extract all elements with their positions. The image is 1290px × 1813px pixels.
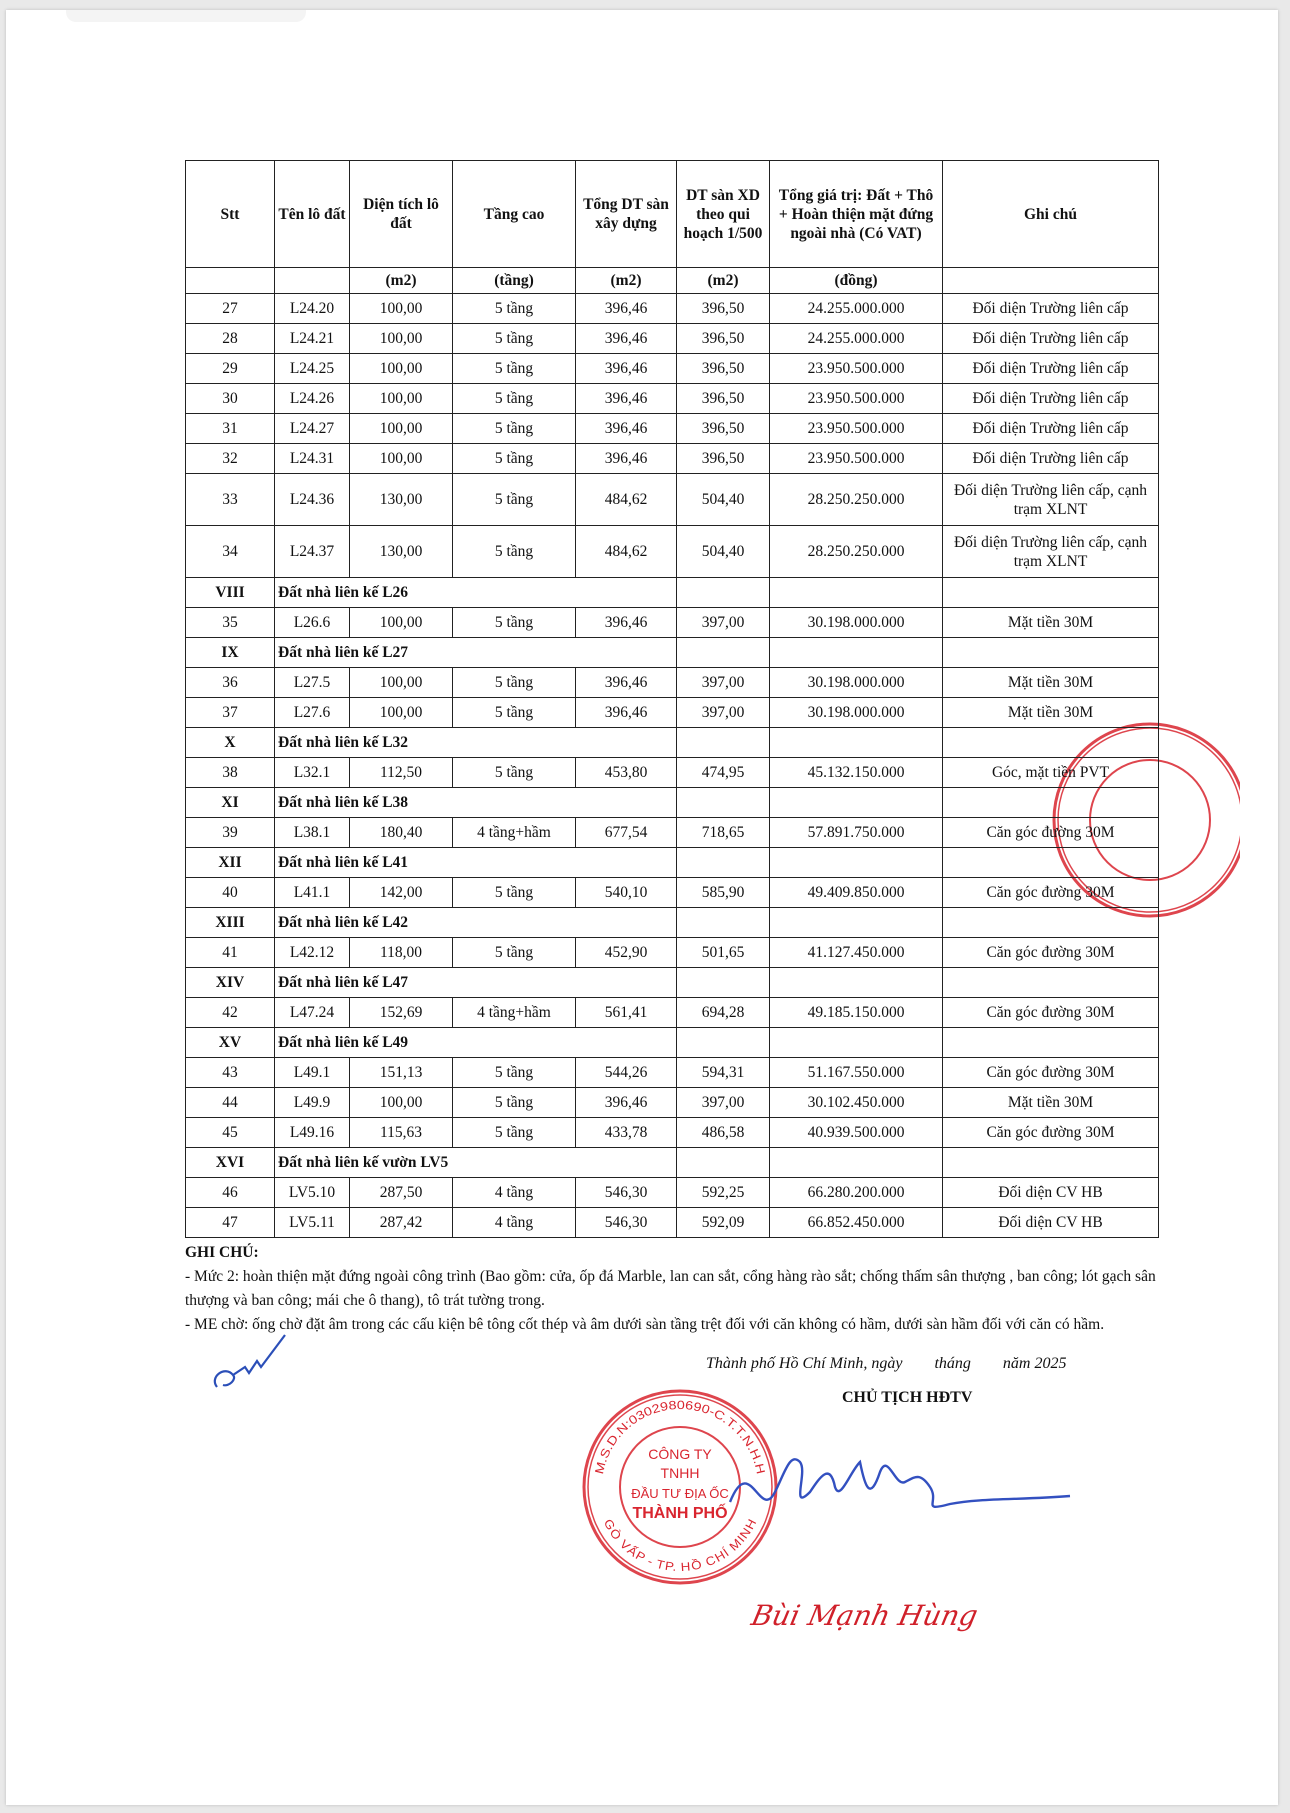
empty-cell (576, 788, 677, 818)
table-cell: 36 (186, 668, 275, 698)
table-cell: 39 (186, 818, 275, 848)
column-header: DT sàn XD theo qui hoạch 1/500 (677, 161, 770, 268)
table-cell: 287,50 (350, 1178, 453, 1208)
table-cell: 396,50 (677, 324, 770, 354)
table-cell: 30.198.000.000 (770, 668, 943, 698)
section-number: X (186, 728, 275, 758)
handwritten-signature (720, 1432, 1080, 1552)
table-row (186, 294, 1159, 324)
empty-cell (576, 908, 677, 938)
unit-cell: (m2) (350, 268, 453, 294)
table-cell: 51.167.550.000 (770, 1058, 943, 1088)
table-cell: 100,00 (350, 414, 453, 444)
table-cell: 546,30 (576, 1208, 677, 1238)
stamp-ring-text: GÒ VẤP - TP. HỒ CHÍ MINH (600, 1516, 759, 1575)
section-title: Đất nhà liên kế L38 (275, 788, 576, 818)
stamp-center-text: CÔNG TY (648, 1446, 712, 1462)
empty-cell (943, 788, 1159, 818)
empty-cell (770, 788, 943, 818)
table-cell: 57.891.750.000 (770, 818, 943, 848)
table-cell: 29 (186, 354, 275, 384)
empty-cell (770, 638, 943, 668)
table-cell: 118,00 (350, 938, 453, 968)
column-header: Stt (186, 161, 275, 268)
table-cell: 100,00 (350, 608, 453, 638)
table-cell: 5 tầng (453, 878, 576, 908)
table-cell: 592,25 (677, 1178, 770, 1208)
empty-cell (677, 578, 770, 608)
table-cell: 5 tầng (453, 384, 576, 414)
empty-cell (770, 848, 943, 878)
table-cell: 100,00 (350, 698, 453, 728)
table-cell: 5 tầng (453, 1088, 576, 1118)
table-cell: 180,40 (350, 818, 453, 848)
table-cell: Đối diện Trường liên cấp (943, 414, 1159, 444)
section-row (186, 968, 1159, 998)
empty-cell (943, 968, 1159, 998)
table-cell: 100,00 (350, 324, 453, 354)
table-cell: 5 tầng (453, 1058, 576, 1088)
table-cell: 40.939.500.000 (770, 1118, 943, 1148)
table-cell: L26.6 (275, 608, 350, 638)
table-cell: Căn góc đường 30M (943, 998, 1159, 1028)
table-cell: 540,10 (576, 878, 677, 908)
empty-cell (576, 1028, 677, 1058)
table-cell: 42 (186, 998, 275, 1028)
table-cell: 5 tầng (453, 444, 576, 474)
table-cell: 24.255.000.000 (770, 294, 943, 324)
table-row (186, 354, 1159, 384)
empty-cell (677, 1148, 770, 1178)
table-cell: 397,00 (677, 698, 770, 728)
table-cell: Đối diện Trường liên cấp, cạnh trạm XLNT (943, 474, 1159, 526)
table-cell: 47 (186, 1208, 275, 1238)
table-cell: 23.950.500.000 (770, 384, 943, 414)
table-cell: 544,26 (576, 1058, 677, 1088)
section-row (186, 848, 1159, 878)
table-cell: L49.16 (275, 1118, 350, 1148)
section-row (186, 578, 1159, 608)
table-cell: L27.6 (275, 698, 350, 728)
table-header-row (186, 161, 1159, 268)
table-row (186, 474, 1159, 526)
empty-cell (943, 578, 1159, 608)
empty-cell (943, 908, 1159, 938)
empty-cell (677, 638, 770, 668)
table-cell: 41.127.450.000 (770, 938, 943, 968)
table-cell: 484,62 (576, 474, 677, 526)
table-cell: 474,95 (677, 758, 770, 788)
date-line: Thành phố Hồ Chí Minh, ngày tháng năm 2025 (706, 1355, 1067, 1372)
unit-cell: (tầng) (453, 268, 576, 294)
section-title: Đất nhà liên kế L47 (275, 968, 576, 998)
section-number: XV (186, 1028, 275, 1058)
section-title: Đất nhà liên kế vườn LV5 (275, 1148, 576, 1178)
table-cell: Mặt tiền 30M (943, 668, 1159, 698)
table-cell: 27 (186, 294, 275, 324)
table-cell: 5 tầng (453, 354, 576, 384)
table-cell: 396,46 (576, 294, 677, 324)
table-cell: 486,58 (677, 1118, 770, 1148)
column-header: Ghi chú (943, 161, 1159, 268)
table-cell: L24.36 (275, 474, 350, 526)
table-cell: 31 (186, 414, 275, 444)
table-cell: Mặt tiền 30M (943, 1088, 1159, 1118)
empty-cell (943, 1028, 1159, 1058)
table-cell: 592,09 (677, 1208, 770, 1238)
section-number: XIII (186, 908, 275, 938)
table-row (186, 1118, 1159, 1148)
table-cell: L42.12 (275, 938, 350, 968)
empty-cell (677, 848, 770, 878)
table-cell: 44 (186, 1088, 275, 1118)
empty-cell (943, 848, 1159, 878)
signatory-title: CHỦ TỊCH HĐTV (842, 1389, 973, 1406)
table-cell: LV5.10 (275, 1178, 350, 1208)
table-cell: 115,63 (350, 1118, 453, 1148)
table-cell: 396,46 (576, 414, 677, 444)
table-cell: L24.20 (275, 294, 350, 324)
section-title: Đất nhà liên kế L41 (275, 848, 576, 878)
table-cell: 46 (186, 1178, 275, 1208)
table-cell: Mặt tiền 30M (943, 608, 1159, 638)
table-cell: 30.198.000.000 (770, 698, 943, 728)
table-cell: 718,65 (677, 818, 770, 848)
table-cell: 130,00 (350, 526, 453, 578)
table-cell: L38.1 (275, 818, 350, 848)
table-row (186, 998, 1159, 1028)
table-cell: 585,90 (677, 878, 770, 908)
section-number: XII (186, 848, 275, 878)
table-cell: 396,50 (677, 384, 770, 414)
table-row (186, 1208, 1159, 1238)
table-cell: 33 (186, 474, 275, 526)
table-cell: Đối diện Trường liên cấp (943, 294, 1159, 324)
table-cell: 396,50 (677, 414, 770, 444)
unit-cell (275, 268, 350, 294)
table-row (186, 414, 1159, 444)
table-cell: 396,46 (576, 384, 677, 414)
table-cell: Căn góc đường 30M (943, 1118, 1159, 1148)
table-cell: 24.255.000.000 (770, 324, 943, 354)
table-cell: 396,46 (576, 608, 677, 638)
table-cell: Căn góc đường 30M (943, 938, 1159, 968)
stamp-center-text: THÀNH PHỐ (632, 1505, 728, 1522)
table-cell: 287,42 (350, 1208, 453, 1238)
empty-cell (770, 578, 943, 608)
table-cell: 396,50 (677, 444, 770, 474)
table-cell: Căn góc đường 30M (943, 878, 1159, 908)
table-cell: 452,90 (576, 938, 677, 968)
table-cell: L24.31 (275, 444, 350, 474)
table-cell: 100,00 (350, 354, 453, 384)
document-body (185, 160, 1160, 1667)
table-cell: L49.9 (275, 1088, 350, 1118)
unit-cell: (m2) (576, 268, 677, 294)
table-cell: 151,13 (350, 1058, 453, 1088)
table-cell: 5 tầng (453, 324, 576, 354)
table-cell: L27.5 (275, 668, 350, 698)
section-title: Đất nhà liên kế L49 (275, 1028, 576, 1058)
table-cell: LV5.11 (275, 1208, 350, 1238)
table-cell: Đối diện Trường liên cấp (943, 384, 1159, 414)
column-header: Tên lô đất (275, 161, 350, 268)
stamp-center-text: TNHH (660, 1465, 700, 1481)
table-cell: 28 (186, 324, 275, 354)
table-cell: Căn góc đường 30M (943, 818, 1159, 848)
table-row (186, 1088, 1159, 1118)
table-cell: 396,46 (576, 444, 677, 474)
table-cell: 396,50 (677, 354, 770, 384)
empty-cell (770, 908, 943, 938)
table-cell: 433,78 (576, 1118, 677, 1148)
table-row (186, 526, 1159, 578)
table-cell: 396,46 (576, 1088, 677, 1118)
table-row (186, 384, 1159, 414)
section-row (186, 638, 1159, 668)
table-cell: 504,40 (677, 526, 770, 578)
table-row (186, 938, 1159, 968)
table-cell: 38 (186, 758, 275, 788)
table-cell: 5 tầng (453, 608, 576, 638)
table-cell: 397,00 (677, 1088, 770, 1118)
section-row (186, 1148, 1159, 1178)
table-cell: Đối diện CV HB (943, 1178, 1159, 1208)
table-cell: L49.1 (275, 1058, 350, 1088)
table-cell: Đối diện Trường liên cấp (943, 354, 1159, 384)
table-cell: 100,00 (350, 294, 453, 324)
section-row (186, 788, 1159, 818)
section-row (186, 1028, 1159, 1058)
notes-heading: GHI CHÚ: (185, 1244, 259, 1261)
table-cell: 100,00 (350, 444, 453, 474)
table-cell: 4 tầng (453, 1178, 576, 1208)
land-price-table (185, 160, 1159, 1238)
table-row (186, 698, 1159, 728)
table-cell: 397,00 (677, 668, 770, 698)
table-cell: 484,62 (576, 526, 677, 578)
page-tab (66, 10, 306, 22)
table-cell: 5 tầng (453, 938, 576, 968)
table-cell: 32 (186, 444, 275, 474)
table-cell: 396,50 (677, 294, 770, 324)
table-cell: L24.25 (275, 354, 350, 384)
empty-cell (770, 1148, 943, 1178)
column-header: Tầng cao (453, 161, 576, 268)
table-cell: L47.24 (275, 998, 350, 1028)
section-number: XIV (186, 968, 275, 998)
table-row (186, 608, 1159, 638)
table-cell: 45 (186, 1118, 275, 1148)
unit-cell: (m2) (677, 268, 770, 294)
table-cell: 30.198.000.000 (770, 608, 943, 638)
empty-cell (576, 638, 677, 668)
table-cell: Căn góc đường 30M (943, 1058, 1159, 1088)
table-units-row (186, 268, 1159, 294)
table-cell: L32.1 (275, 758, 350, 788)
table-cell: 453,80 (576, 758, 677, 788)
unit-cell (943, 268, 1159, 294)
section-title: Đất nhà liên kế L32 (275, 728, 576, 758)
table-cell: 5 tầng (453, 474, 576, 526)
signature-block (185, 1337, 1160, 1667)
section-number: IX (186, 638, 275, 668)
table-cell: 40 (186, 878, 275, 908)
table-cell: L24.27 (275, 414, 350, 444)
empty-cell (677, 908, 770, 938)
table-cell: 5 tầng (453, 414, 576, 444)
table-row (186, 1178, 1159, 1208)
table-cell: 5 tầng (453, 758, 576, 788)
table-cell: 23.950.500.000 (770, 354, 943, 384)
table-cell: 100,00 (350, 1088, 453, 1118)
table-cell: 561,41 (576, 998, 677, 1028)
table-cell: 28.250.250.000 (770, 526, 943, 578)
table-row (186, 1058, 1159, 1088)
section-number: XI (186, 788, 275, 818)
empty-cell (677, 968, 770, 998)
table-cell: 4 tầng+hầm (453, 998, 576, 1028)
table-cell: 35 (186, 608, 275, 638)
note-item: - Mức 2: hoàn thiện mặt đứng ngoài công trình (Bao gồm: cửa, ốp đá Marble, lan can sắt, cổng hàng rào sắt; chống thấm sân thượng , ban công; lót gạch sân thượng và ban công; mái che ô thang), tô trát tường trong. (185, 1268, 1156, 1309)
table-cell: 5 tầng (453, 698, 576, 728)
table-cell: 396,46 (576, 698, 677, 728)
table-cell: 397,00 (677, 608, 770, 638)
empty-cell (677, 1028, 770, 1058)
empty-cell (576, 1148, 677, 1178)
unit-cell: (đồng) (770, 268, 943, 294)
table-cell: 5 tầng (453, 294, 576, 324)
section-title: Đất nhà liên kế L27 (275, 638, 576, 668)
unit-cell (186, 268, 275, 294)
table-row (186, 444, 1159, 474)
empty-cell (943, 638, 1159, 668)
empty-cell (770, 728, 943, 758)
table-cell: 100,00 (350, 384, 453, 414)
table-cell: 4 tầng (453, 1208, 576, 1238)
table-row (186, 758, 1159, 788)
table-cell: Đối diện Trường liên cấp, cạnh trạm XLNT (943, 526, 1159, 578)
table-cell: 396,46 (576, 324, 677, 354)
table-cell: L41.1 (275, 878, 350, 908)
signatory-name: Bùi Mạnh Hùng (748, 1599, 981, 1632)
table-cell: 45.132.150.000 (770, 758, 943, 788)
empty-cell (677, 728, 770, 758)
table-cell: 30.102.450.000 (770, 1088, 943, 1118)
empty-cell (576, 728, 677, 758)
table-row (186, 818, 1159, 848)
table-cell: L24.26 (275, 384, 350, 414)
table-cell: 100,00 (350, 668, 453, 698)
table-cell: Mặt tiền 30M (943, 698, 1159, 728)
empty-cell (943, 728, 1159, 758)
section-number: XVI (186, 1148, 275, 1178)
initial-signature (205, 1327, 295, 1397)
table-cell: 41 (186, 938, 275, 968)
table-cell: 594,31 (677, 1058, 770, 1088)
table-cell: 66.280.200.000 (770, 1178, 943, 1208)
table-cell: Đối diện CV HB (943, 1208, 1159, 1238)
section-title: Đất nhà liên kế L26 (275, 578, 576, 608)
empty-cell (677, 788, 770, 818)
table-cell: 43 (186, 1058, 275, 1088)
table-cell: 5 tầng (453, 526, 576, 578)
column-header: Tổng giá trị: Đất + Thô + Hoàn thiện mặt đứng ngoài nhà (Có VAT) (770, 161, 943, 268)
table-cell: 5 tầng (453, 668, 576, 698)
section-row (186, 908, 1159, 938)
notes-section (185, 1241, 1160, 1337)
table-cell: 546,30 (576, 1178, 677, 1208)
table-row (186, 668, 1159, 698)
section-number: VIII (186, 578, 275, 608)
table-cell: 501,65 (677, 938, 770, 968)
note-item: - ME chờ: ống chờ đặt âm trong các cấu kiện bê tông cốt thép và âm dưới sàn tầng trệt đối với căn không có hầm, dưới sàn hầm đối với căn có hầm. (185, 1316, 1105, 1333)
table-cell: 112,50 (350, 758, 453, 788)
table-cell: 677,54 (576, 818, 677, 848)
column-header: Diện tích lô đất (350, 161, 453, 268)
empty-cell (576, 968, 677, 998)
table-cell: 504,40 (677, 474, 770, 526)
table-cell: 694,28 (677, 998, 770, 1028)
empty-cell (770, 1028, 943, 1058)
table-cell: 396,46 (576, 354, 677, 384)
table-cell: 37 (186, 698, 275, 728)
table-row (186, 324, 1159, 354)
stamp-ring-text: M.S.D.N:0302980690-C.T.T.N.H.H (592, 1397, 768, 1476)
table-cell: 4 tầng+hầm (453, 818, 576, 848)
section-row (186, 728, 1159, 758)
table-cell: 30 (186, 384, 275, 414)
table-cell: 28.250.250.000 (770, 474, 943, 526)
section-title: Đất nhà liên kế L42 (275, 908, 576, 938)
table-cell: Góc, mặt tiền PVT (943, 758, 1159, 788)
empty-cell (576, 578, 677, 608)
table-cell: 49.185.150.000 (770, 998, 943, 1028)
table-cell: 142,00 (350, 878, 453, 908)
table-cell: 5 tầng (453, 1118, 576, 1148)
stamp-center-text: ĐẦU TƯ ĐỊA ỐC (631, 1486, 729, 1501)
table-cell: L24.37 (275, 526, 350, 578)
table-cell: Đối diện Trường liên cấp (943, 324, 1159, 354)
table-row (186, 878, 1159, 908)
empty-cell (943, 1148, 1159, 1178)
table-cell: 396,46 (576, 668, 677, 698)
table-cell: 23.950.500.000 (770, 444, 943, 474)
table-cell: 152,69 (350, 998, 453, 1028)
empty-cell (576, 848, 677, 878)
table-cell: 23.950.500.000 (770, 414, 943, 444)
table-cell: 49.409.850.000 (770, 878, 943, 908)
table-cell: 66.852.450.000 (770, 1208, 943, 1238)
table-cell: L24.21 (275, 324, 350, 354)
table-cell: 130,00 (350, 474, 453, 526)
empty-cell (770, 968, 943, 998)
column-header: Tổng DT sàn xây dựng (576, 161, 677, 268)
table-cell: Đối diện Trường liên cấp (943, 444, 1159, 474)
table-cell: 34 (186, 526, 275, 578)
